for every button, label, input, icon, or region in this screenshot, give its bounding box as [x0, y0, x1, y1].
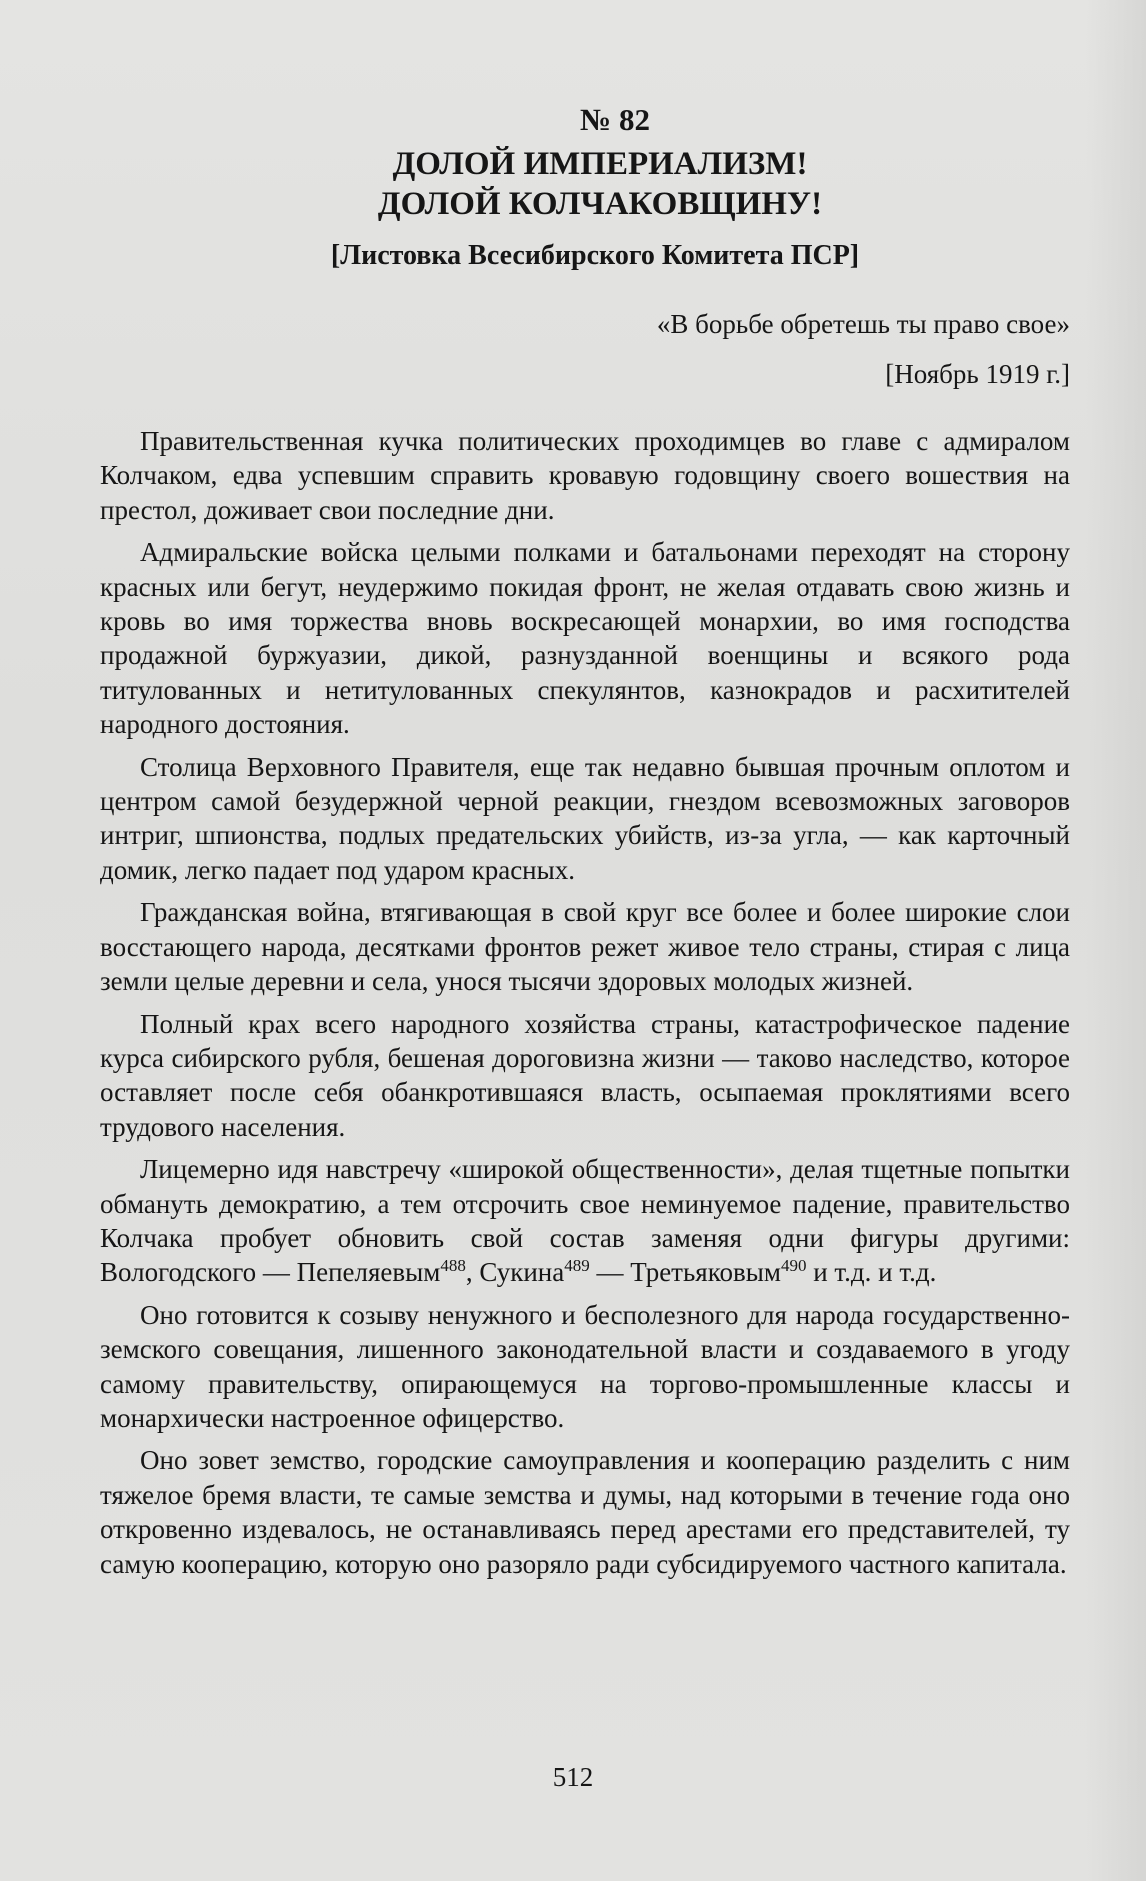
title-line-2: ДОЛОЙ КОЛЧАКОВЩИНУ!: [377, 186, 823, 222]
paragraph-6: [100, 1152, 1070, 1290]
document-date: [Ноябрь 1919 г.]: [885, 359, 1070, 389]
paragraph-1: Правительственная кучка политических проходимцев во главе с адмиралом Колчаком, едва успевшим справить кровавую годовщину своего вошествия на престол, доживает свои последние дни.: [100, 426, 1070, 525]
paragraph-6-text-b: , Сукина: [465, 1257, 565, 1288]
footnote-ref-489[interactable]: 489: [564, 1256, 590, 1276]
page-content: [100, 100, 1070, 1589]
page-edge-shadow: [1086, 0, 1146, 1881]
paragraph-6-text-d: и т.д. и т.д.: [806, 1257, 937, 1288]
page-number: 512: [552, 1762, 594, 1792]
paragraph-5: Полный крах всего народного хозяйства страны, катастрофическое падение курса сибирского рубля, бешеная дороговизна жизни — таково наследство, которое оставляет после себя обанкротившаяся власть, осыпаемая проклятиями всего трудового населения.: [100, 1008, 1070, 1142]
title-line-1: ДОЛОЙ ИМПЕРИАЛИЗМ!: [392, 146, 808, 182]
body-text: [100, 424, 1070, 1581]
document-title: [100, 144, 1070, 224]
paragraph-3: Столица Верховного Правителя, еще так недавно бывшая прочным оплотом и центром самой безудержной черной реакции, гнездом всевозможных заговоров интриг, шпионства, подлых предательских убийств, из-за угла, — как карточный домик, легко падает под ударом красных.: [100, 751, 1070, 885]
document-number: № 82: [580, 102, 650, 137]
footnote-ref-488[interactable]: 488: [440, 1256, 466, 1276]
epigraph: «В борьбе обретешь ты право свое»: [656, 309, 1070, 339]
footnote-ref-490[interactable]: 490: [780, 1256, 807, 1276]
paragraph-6-text-c: — Третьяковым: [589, 1257, 781, 1288]
document-subtitle: [Листовка Всесибирского Комитета ПСР]: [330, 240, 860, 271]
paragraph-6-text-a: Лицемерно идя навстречу «широкой общественности», делая тщетные попытки обмануть демократию, а тем отсрочить свое неминуемое падение, правительство Колчака пробует обновить свой состав заменяя одни фигуры другими: Вологодского — Пепеляевым: [100, 1154, 1070, 1288]
paragraph-8: Оно зовет земство, городские самоуправления и кооперацию разделить с ним тяжелое бремя власти, те самые земства и думы, над которыми в течение года оно откровенно издевалось, не останавливаясь перед арестами его представителей, ту самую кооперацию, которую оно разоряло ради субсидируемого частного капитала.: [100, 1445, 1070, 1579]
paragraph-7: Оно готовится к созыву ненужного и бесполезного для народа государственно-земского совещания, лишенного законодательной власти и создаваемого в угоду самому правительству, опирающемуся на торгово-промышленные классы и монархически настроенное офицерство.: [100, 1299, 1070, 1433]
paragraph-4: Гражданская война, втягивающая в свой круг все более и более широкие слои восстающего народа, десятками фронтов режет живое тело страны, стирая с лица земли целые деревни и села, унося тысячи здоровых молодых жизней.: [100, 897, 1070, 997]
paragraph-2: Адмиральские войска целыми полками и батальонами переходят на сторону красных или бегут, неудержимо покидая фронт, не желая отдавать свою жизнь и кровь во имя торжества вновь воскресающей монархии, во имя господства продажной буржуазии, дикой, разнузданной военщины и всякого рода титулованных и нетитулованных спекулянтов, казнокрадов и расхитителей народного достояния.: [100, 537, 1070, 740]
